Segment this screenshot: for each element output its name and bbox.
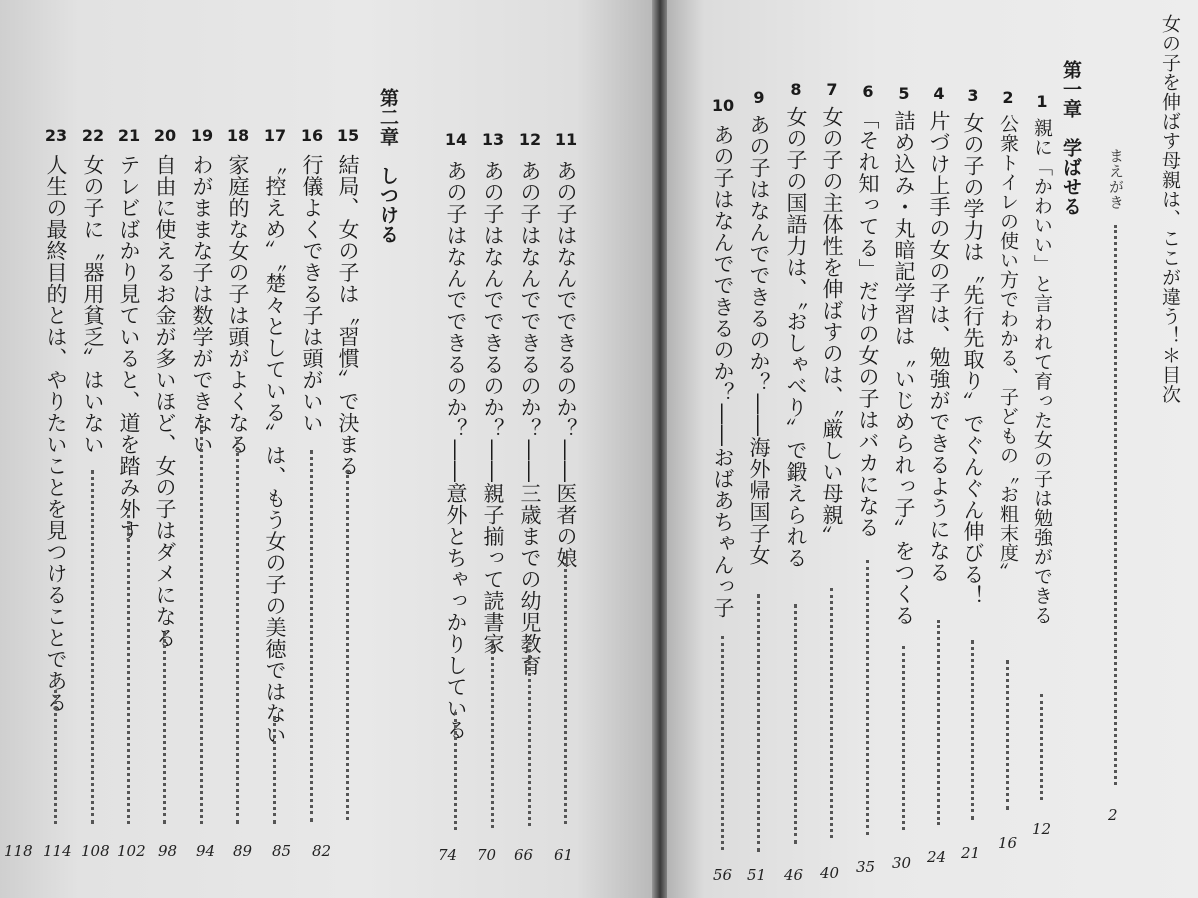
leader-dots xyxy=(91,470,94,824)
entry-number: 1 xyxy=(1036,92,1048,111)
toc-entry xyxy=(990,0,1026,898)
page-number: 98 xyxy=(158,842,178,860)
entry-title: あの子はなんでできるのか？――三歳までの幼児教育 xyxy=(518,160,542,676)
toc-entry xyxy=(955,0,991,898)
page-number: 94 xyxy=(196,842,216,860)
toc-entry xyxy=(850,0,886,898)
preface-label: まえがき xyxy=(1107,148,1125,210)
page-number: 35 xyxy=(856,858,876,876)
toc-entry xyxy=(548,0,584,898)
page-number: 82 xyxy=(312,842,332,860)
entry-number: 7 xyxy=(826,80,838,99)
page-number: 16 xyxy=(998,834,1018,852)
entry-title: わがままな子は数学ができない xyxy=(190,154,214,455)
leader-dots xyxy=(200,420,203,824)
toc-entry xyxy=(886,0,922,898)
entry-number: 15 xyxy=(336,126,360,145)
toc-entry xyxy=(1024,0,1060,898)
entry-number: 13 xyxy=(481,130,505,149)
leader-dots xyxy=(54,690,57,824)
page-number: 30 xyxy=(892,854,912,872)
entry-number: 19 xyxy=(190,126,214,145)
page-number: 89 xyxy=(233,842,253,860)
entry-number: 18 xyxy=(226,126,250,145)
leader-dots xyxy=(127,508,130,824)
entry-title: あの子はなんでできるのか？――海外帰国子女 xyxy=(747,114,771,566)
entry-number: 6 xyxy=(862,82,874,101)
entry-title: テレビばかり見ていると、道を踏み外す xyxy=(117,154,141,541)
leader-dots xyxy=(454,712,457,830)
leader-dots xyxy=(902,646,905,830)
entry-title: あの子はなんでできるのか？――親子揃って読書家 xyxy=(481,160,505,655)
entry-number: 14 xyxy=(444,130,468,149)
leader-dots xyxy=(346,470,349,820)
chapter-heading-1: 第一章 学ばせる xyxy=(1060,60,1082,216)
page-number: 118 xyxy=(4,842,33,860)
entry-number: 16 xyxy=(300,126,324,145)
leader-dots xyxy=(528,642,531,826)
entry-title: あの子はなんでできるのか？――意外とちゃっかりしている xyxy=(444,160,468,741)
leader-dots xyxy=(1040,694,1043,800)
preface-entry xyxy=(1098,0,1134,898)
leader-dots xyxy=(794,604,797,844)
entry-number: 9 xyxy=(753,88,765,107)
leader-dots xyxy=(721,636,724,850)
leader-dots xyxy=(830,588,833,838)
leader-dots xyxy=(1114,225,1117,785)
entry-number: 8 xyxy=(790,80,802,99)
entry-title: 女の子の学力は〝先行先取り〟でぐんぐん伸びる！ xyxy=(961,112,985,607)
toc-entry xyxy=(814,0,850,898)
page-number: 51 xyxy=(747,866,767,884)
chapter-heading-2: 第二章 しつける xyxy=(377,88,399,244)
entry-title: 自由に使えるお金が多いほど、女の子はダメになる xyxy=(153,154,177,649)
entry-title: 人生の最終目的とは、やりたいことを見つけることである xyxy=(44,154,68,713)
page-number: 70 xyxy=(477,846,497,864)
entry-number: 22 xyxy=(81,126,105,145)
toc-entry xyxy=(778,0,814,898)
entry-number: 2 xyxy=(1002,88,1014,107)
entry-title: 公衆トイレの使い方でわかる、子どもの〝お粗末度〟 xyxy=(997,114,1019,582)
leader-dots xyxy=(491,640,494,828)
entry-title: 家庭的な女の子は頭がよくなる xyxy=(226,154,250,455)
entry-number: 5 xyxy=(898,84,910,103)
leader-dots xyxy=(937,620,940,825)
leader-dots xyxy=(236,440,239,824)
entry-title: 行儀よくできる子は頭がいい xyxy=(300,154,324,434)
toc-entry xyxy=(4,0,74,898)
page-number: 74 xyxy=(438,846,458,864)
leader-dots xyxy=(163,632,166,824)
page-number: 12 xyxy=(1032,820,1052,838)
entry-title: 結局、女の子は〝習慣〟で決まる xyxy=(336,154,360,477)
entry-number: 21 xyxy=(117,126,141,145)
page-number: 46 xyxy=(784,866,804,884)
leader-dots xyxy=(310,450,313,822)
entry-title: 片づけ上手の女の子は、勉強ができるようになる xyxy=(927,110,951,583)
page-number: 2 xyxy=(1108,806,1118,824)
entry-number: 23 xyxy=(44,126,68,145)
entry-number: 10 xyxy=(711,96,735,115)
entry-title: 女の子の主体性を伸ばすのは、〝厳しい母親〟 xyxy=(820,106,844,547)
entry-title: 女の子の国語力は、〝おしゃべり〟で鍛えられる xyxy=(784,106,808,569)
book-title: 女の子を伸ばす母親は、ここが違う！＊目次 xyxy=(1159,14,1181,404)
page-number: 66 xyxy=(514,846,534,864)
toc-entry xyxy=(741,0,777,898)
leader-dots xyxy=(564,556,567,824)
leader-dots xyxy=(273,716,276,824)
page-number: 102 xyxy=(117,842,146,860)
page-number: 21 xyxy=(961,844,981,862)
entry-number: 20 xyxy=(153,126,177,145)
entry-number: 11 xyxy=(554,130,578,149)
leader-dots xyxy=(1006,660,1009,810)
entry-title: 〝控えめ〟〝楚々としている〟は、もう女の子の美徳ではない xyxy=(263,154,287,746)
toc-entry xyxy=(438,0,474,898)
leader-dots xyxy=(866,560,869,835)
toc-entry xyxy=(512,0,548,898)
page-number: 114 xyxy=(43,842,72,860)
page-number: 56 xyxy=(713,866,733,884)
entry-title: 詰め込み・丸暗記学習は〝いじめられっ子〟をつくる xyxy=(892,110,916,626)
leader-dots xyxy=(757,594,760,852)
toc-entry xyxy=(921,0,957,898)
toc-entry xyxy=(705,0,741,898)
toc-entry xyxy=(475,0,511,898)
entry-title: 「それ知ってる」だけの女の子はバカになる xyxy=(856,108,880,538)
entry-title: 親に「かわいい」と言われて育った女の子は勉強ができる xyxy=(1031,118,1053,625)
leader-dots xyxy=(971,640,974,820)
page-number: 108 xyxy=(81,842,110,860)
page-number: 61 xyxy=(554,846,574,864)
page-number: 40 xyxy=(820,864,840,882)
page-number: 24 xyxy=(927,848,947,866)
entry-number: 3 xyxy=(967,86,979,105)
entry-title: あの子はなんでできるのか？――医者の娘 xyxy=(554,160,578,569)
entry-number: 17 xyxy=(263,126,287,145)
entry-title: あの子はなんでできるのか？――おばあちゃんっ子 xyxy=(711,124,735,619)
entry-number: 12 xyxy=(518,130,542,149)
entry-title: 女の子に〝器用貧乏〟はいない xyxy=(81,154,105,455)
page-number: 85 xyxy=(272,842,292,860)
entry-number: 4 xyxy=(933,84,945,103)
